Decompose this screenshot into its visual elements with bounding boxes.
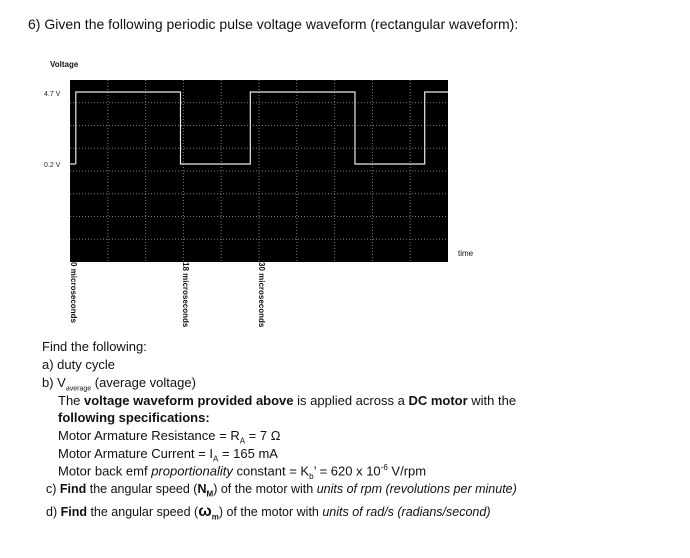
- motor-intro-2: following specifications:: [58, 410, 210, 425]
- x-axis-title: time: [458, 249, 474, 258]
- find-title: Find the following:: [42, 339, 147, 354]
- y-axis-title: Voltage: [50, 60, 79, 69]
- waveform-plot: [70, 80, 448, 262]
- question-b: b) $V_{average}$ (average voltage): [42, 375, 196, 393]
- spec-resistance: Motor Armature Resistance = $R_A = 7$ Ω: [58, 428, 281, 446]
- pulse-waveform-line: [76, 92, 448, 164]
- question-c: c) Find the angular speed $(N_M)$ of the motor with units of rpm (revolutions per minute): [46, 482, 517, 499]
- time-label-18: 18 microseconds: [181, 262, 190, 328]
- y-high-label: 4.7 V: [44, 91, 61, 98]
- time-label-30: 30 microseconds: [257, 262, 266, 328]
- spec-back-emf: Motor back emf proportionality constant = $K_b$’ = 620 x $10^{-6}$ V/rpm: [58, 463, 427, 481]
- motor-intro: The voltage waveform provided above is applied across a DC motor with the: [58, 393, 517, 408]
- question-d: d) Find the angular speed $(\omega_m)$ of the motor with units of rad/s (radians/second): [46, 503, 491, 522]
- y-low-label: 0.2 V: [44, 162, 61, 169]
- spec-current: Motor Armature Current = $I_A = 165$ mA: [58, 446, 278, 464]
- time-label-0: 0 microseconds: [69, 262, 78, 323]
- question-a: a) duty cycle: [42, 357, 115, 372]
- grid: [70, 80, 448, 262]
- oscilloscope-screen: [70, 80, 448, 262]
- question-title: 6) Given the following periodic pulse voltage waveform (rectangular waveform):: [28, 16, 519, 32]
